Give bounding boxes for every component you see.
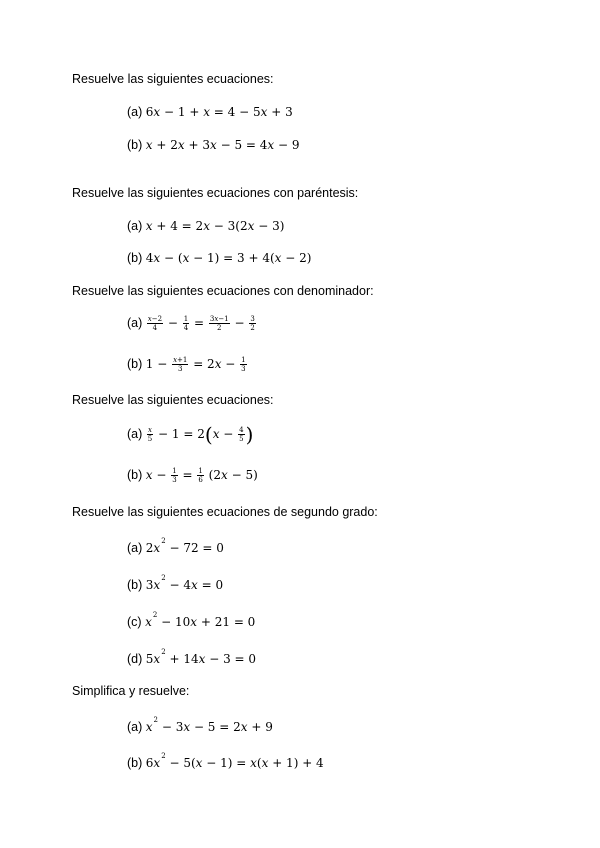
equation-5d xyxy=(127,648,257,666)
item-label: (d) xyxy=(127,652,143,666)
equation-2b xyxy=(127,251,311,265)
item-label: (a) xyxy=(127,541,143,555)
equation-expr: $\frac{x}{5}$ − 1 = 2(x − $\frac{4}{5}$ ) xyxy=(147,422,254,447)
equation-expr: 1 − $\frac{x+1}{3}$ = 2x − $\frac{1}{3}$ xyxy=(145,356,246,373)
section-heading-3: Resuelve las siguientes ecuaciones con denominador: xyxy=(72,284,374,298)
item-label: (b) xyxy=(127,578,143,592)
item-label: (b) xyxy=(127,468,143,482)
item-label: (c) xyxy=(127,615,142,629)
item-label: (a) xyxy=(127,316,143,330)
equation-expr: x + 4 = 2x − 3(2x − 3) xyxy=(145,219,285,233)
equation-expr: 6x − 1 + x = 4 − 5x + 3 xyxy=(145,105,293,119)
item-label: (a) xyxy=(127,720,143,734)
equation-1a xyxy=(127,105,293,119)
equation-5b xyxy=(127,574,224,592)
equation-2a xyxy=(127,219,284,233)
item-label: (a) xyxy=(127,105,143,119)
section-heading-5: Resuelve las siguientes ecuaciones de segundo grado: xyxy=(72,505,378,519)
item-label: (b) xyxy=(127,357,143,371)
item-label: (a) xyxy=(127,219,143,233)
equation-1b xyxy=(127,138,300,152)
item-label: (b) xyxy=(127,138,143,152)
item-label: (b) xyxy=(127,756,143,770)
equation-6b xyxy=(127,752,324,770)
equation-expr: $3x^2 - 4x = 0$ xyxy=(145,574,224,592)
equation-expr: $x^2 - 10x + 21 = 0$ xyxy=(145,611,256,629)
equation-expr: x − $\frac{1}{3}$ = $\frac{1}{6}$ (2x − 5) xyxy=(145,467,258,484)
item-label: (b) xyxy=(127,251,143,265)
section-heading-4: Resuelve las siguientes ecuaciones: xyxy=(72,393,274,407)
item-label: (a) xyxy=(127,427,143,441)
equation-3a xyxy=(127,315,257,332)
equation-expr: x + 2x + 3x − 5 = 4x − 9 xyxy=(145,138,300,152)
equation-5c xyxy=(127,611,256,629)
equation-expr: $6x^2 - 5(x - 1) = x(x + 1) + 4$ xyxy=(145,752,324,770)
equation-5a xyxy=(127,537,224,555)
equation-expr: $x^2 - 3x - 5 = 2x + 9$ xyxy=(145,716,273,734)
equation-expr: 4x − (x − 1) = 3 + 4(x − 2) xyxy=(145,251,312,265)
equation-expr: $\frac{x-2}{4}$ − $\frac{1}{4}$ = $\frac{3x-1}{2}$ − $\frac{3}{2}$ xyxy=(147,315,255,332)
equation-expr: $2x^2 - 72 = 0$ xyxy=(145,537,224,555)
equation-3b xyxy=(127,356,248,373)
section-heading-1: Resuelve las siguientes ecuaciones: xyxy=(72,72,274,86)
equation-expr: $5x^2 + 14x - 3 = 0$ xyxy=(145,648,257,666)
equation-6a xyxy=(127,716,273,734)
section-heading-2: Resuelve las siguientes ecuaciones con paréntesis: xyxy=(72,186,359,200)
equation-4b xyxy=(127,467,258,484)
equation-4a xyxy=(127,422,254,447)
section-heading-6: Simplifica y resuelve: xyxy=(72,684,190,698)
